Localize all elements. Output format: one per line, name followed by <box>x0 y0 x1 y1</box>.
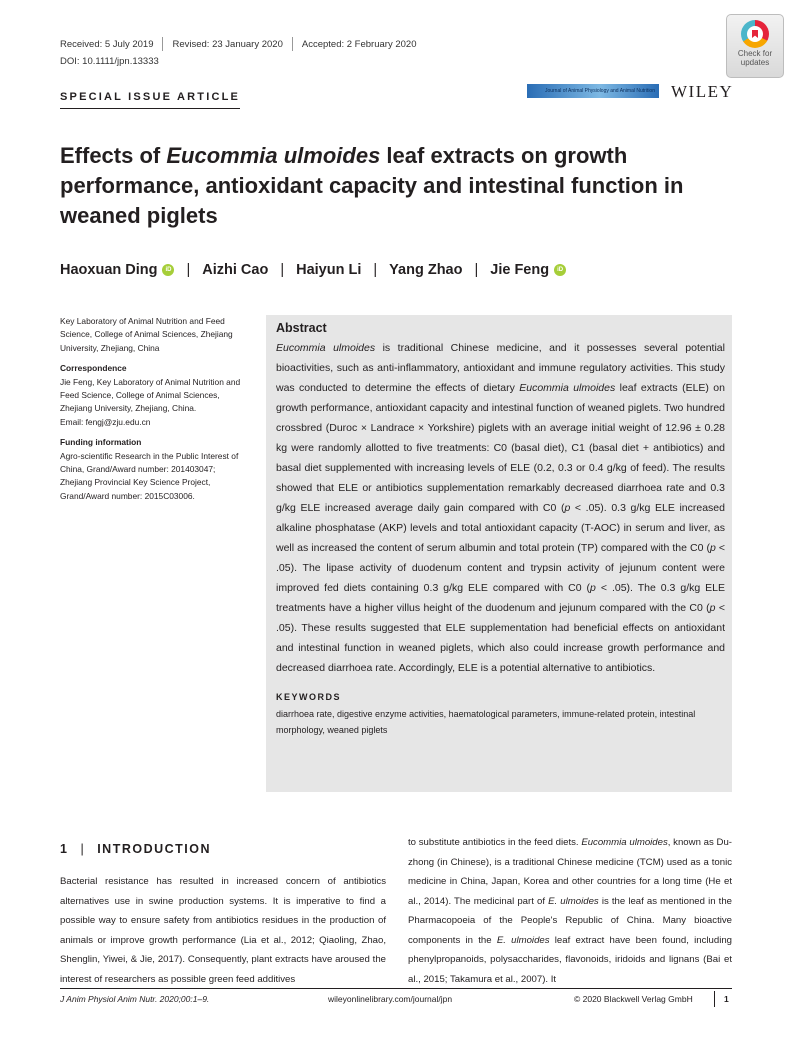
author-name[interactable]: Aizhi Cao <box>202 262 269 278</box>
author-name[interactable]: Jie Feng iD <box>490 262 566 278</box>
journal-url[interactable]: wileyonlinelibrary.com/journal/jpn <box>328 994 453 1004</box>
author-separator: | <box>186 262 191 278</box>
heading-separator: | <box>80 842 86 856</box>
copyright: © 2020 Blackwell Verlag GmbH <box>574 994 693 1004</box>
article-type-label: SPECIAL ISSUE ARTICLE <box>60 91 240 109</box>
orcid-icon[interactable]: iD <box>554 264 566 276</box>
journal-citation: J Anim Physiol Anim Nutr. 2020;00:1–9. <box>60 994 210 1004</box>
badge-line2: updates <box>740 57 770 67</box>
divider <box>292 37 293 51</box>
author-separator: | <box>373 262 378 278</box>
journal-logo-text: Journal of Animal Physiology and Animal Nutrition <box>544 88 655 94</box>
badge-line1: Check for <box>737 49 773 58</box>
author-name[interactable]: Haiyun Li <box>296 262 362 278</box>
funding-heading: Funding information <box>60 437 142 448</box>
publisher-logo: WILEY <box>671 82 734 101</box>
accepted-date: Accepted: 2 February 2020 <box>301 38 417 50</box>
abstract-heading: Abstract <box>276 321 327 335</box>
author-name[interactable]: Yang Zhao <box>389 262 463 278</box>
page-number: 1 <box>724 994 729 1004</box>
abstract-text: Eucommia ulmoides is traditional Chinese medicine, and it possesses several potential bioactivities, such as anti-inflammatory, antioxidant and immune regulatory activities. This study was conducted to determine the effects of dietary Eucommia ulmoides leaf extracts (ELE) on growth performance, antioxidant capacity and intestinal function of weaned piglets. Two hundred crossbred (Duroc × Landrace × Yorkshire) piglets with an average initial weight of 12.96 ± 0.28 kg were randomly allotted to five treatments: C0 (basal diet), C1 (basal diet + antibiotics) and basal diet supplemented with increasing levels of ELE (0.2, 0.3 or 0.4 g/kg of feed). The results showed that ELE or antibiotics supplementation remarkably decreased diarrhoea rate and 0.3 g/kg ELE increased average daily gain compared with C0 (p < .05). 0.3 g/kg ELE increased alkaline phosphatase (AKP) levels and total antioxidant capacity (T-AOC) in serum and liver, as well as increased the content of serum albumin and total protein (TP) compared with the C0 (p < .05). The lipase activity of duodenum content and trypsin activity of jejunum content were improved fed diets containing 0.3 g/kg ELE compared with C0 (p < .05). The 0.3 g/kg ELE treatments have a higher villus height of the duodenum and jejunum compared with the C0 (p < .05). These results suggested that ELE supplementation had beneficial effects on antioxidant and intestinal function in weaned piglets, which also could increase growth performance and decreased diarrhoea rate. Accordingly, ELE is a potential alternative to antibiotics. <box>276 342 726 674</box>
doi-link[interactable]: DOI: 10.1111/jpn.13333 <box>60 56 159 67</box>
journal-logo <box>527 84 659 98</box>
section-title: INTRODUCTION <box>97 842 212 856</box>
author-name[interactable]: Haoxuan Ding iD <box>60 262 174 278</box>
crossmark-icon <box>741 20 769 48</box>
intro-paragraph-right: to substitute antibiotics in the feed diets. Eucommia ulmoides, known as Du-zhong (in Chinese), is a traditional Chinese medicine (TCM) used as a tonic medicine in China, Japan, Korea and other countries for a long time (He et al., 2014). The medicinal part of E. ulmoides is the leaf as mentioned in the Pharmacopoeia of the People's Republic of China. Many bioactive components in the E. ulmoides leaf extract have been found, including phenylpropanoids, polysaccharides, flavonoids, iridoids and lignans (Bai et al., 2015; Takamura et al., 2007). It <box>408 837 732 985</box>
correspondence-email[interactable]: Email: fengj@zju.edu.cn <box>60 416 151 427</box>
intro-paragraph-left: Bacterial resistance has resulted in increased concern of antibiotics alternatives use in swine production systems. It is imperative to find a possible way to ensure safety from antibiotics residues in the production of animals or improve growth performance (Lia et al., 2012; Qiaoling, Zhao, Shenglin, Yiwei, & Jie, 2017). Consequently, plant extracts have aroused the interest of researchers as possible green feed additives <box>60 876 386 985</box>
keywords-heading: KEYWORDS <box>276 692 342 702</box>
article-dates <box>60 37 416 51</box>
correspondence-text: Jie Feng, Key Laboratory of Animal Nutrition and Feed Science, College of Animal Sciences, Zhejiang University, Zhejiang, China. <box>60 376 241 414</box>
correspondence-heading: Correspondence <box>60 363 127 374</box>
abstract-box <box>266 315 732 792</box>
author-separator: | <box>474 262 479 278</box>
funding-text: Agro-scientific Research in the Public Interest of China, Grand/Award number: 201403047; Zhejiang Provincial Key Science Project, Grand/Award number: 2015C03006. <box>60 450 239 501</box>
keywords-list: diarrhoea rate, digestive enzyme activities, haematological parameters, immune-related protein, intestinal morphology, weaned piglets <box>276 709 696 735</box>
article-info-sidebar <box>60 315 246 510</box>
divider <box>162 37 163 51</box>
footer-rule <box>60 988 732 989</box>
author-list <box>60 262 566 278</box>
footer-divider <box>714 991 715 1007</box>
article-title: Effects of Eucommia ulmoides leaf extracts on growth performance, antioxidant capacity and intestinal function in weaned piglets <box>60 143 684 228</box>
affiliation: Key Laboratory of Animal Nutrition and Feed Science, College of Animal Sciences, Zhejiang University, Zhejiang, China <box>60 316 233 353</box>
received-date: Received: 5 July 2019 <box>60 38 154 50</box>
orcid-icon[interactable]: iD <box>162 264 174 276</box>
section-heading-introduction <box>60 842 211 856</box>
revised-date: Revised: 23 January 2020 <box>172 38 283 50</box>
section-number: 1 <box>60 842 69 856</box>
check-for-updates-badge[interactable] <box>726 14 784 78</box>
bookmark-icon <box>752 30 758 38</box>
author-separator: | <box>280 262 285 278</box>
